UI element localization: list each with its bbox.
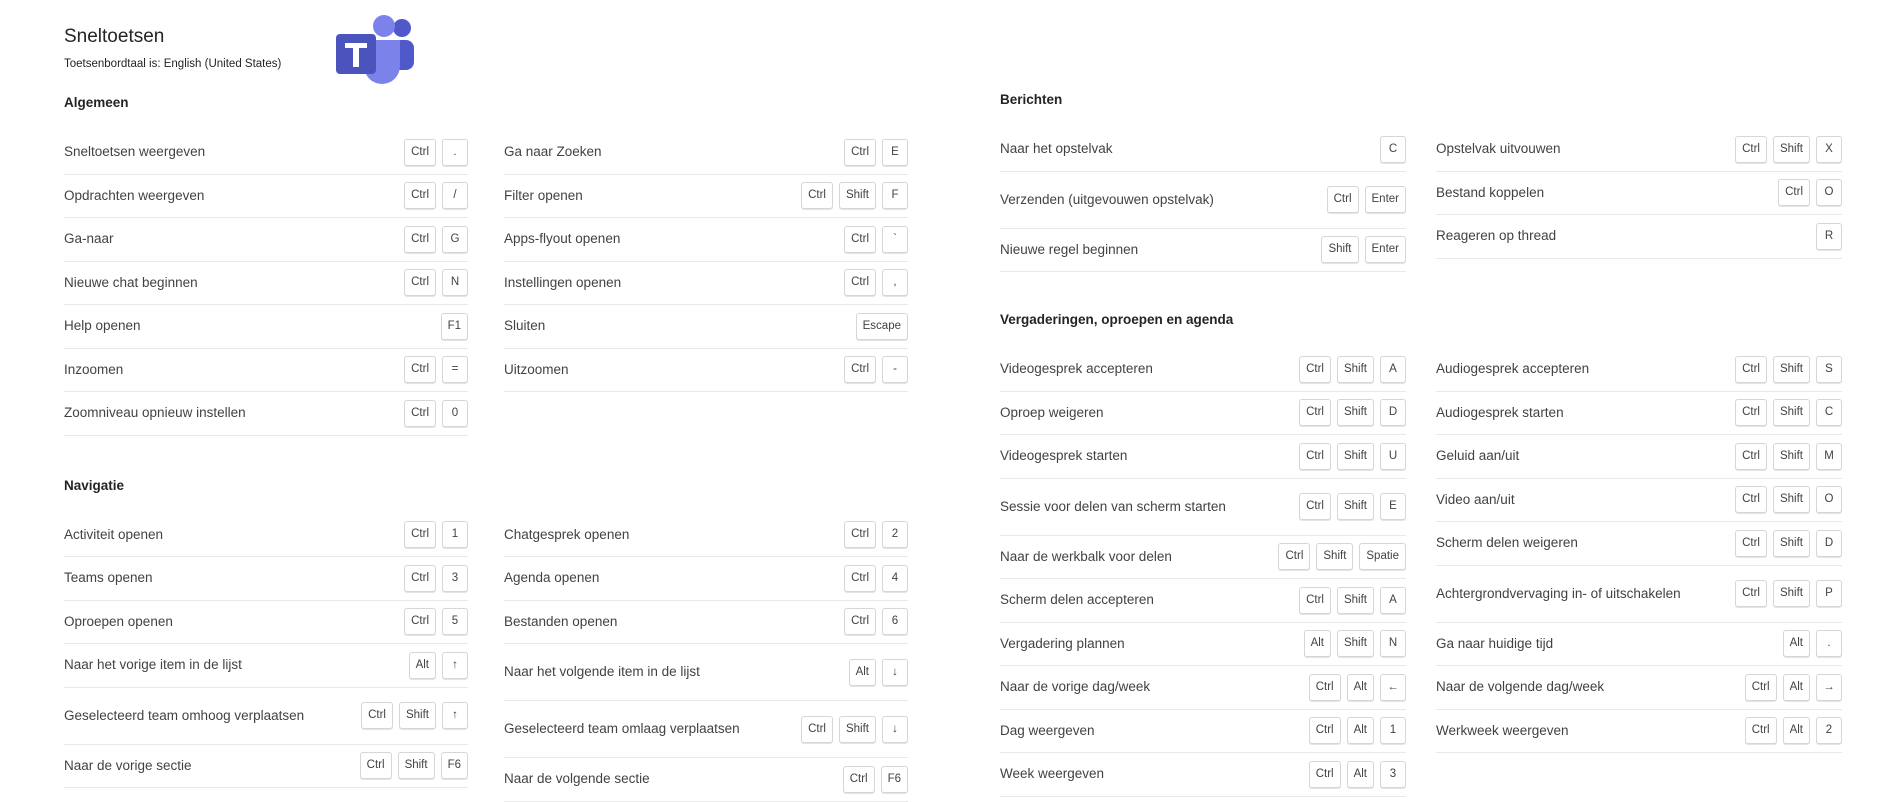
shortcut-row — [1000, 623, 1406, 667]
keycap: - — [882, 356, 908, 383]
shortcut-label: Nieuwe regel beginnen — [1000, 241, 1139, 257]
keycap: 3 — [442, 565, 468, 592]
shortcut-row — [64, 349, 468, 393]
keycap: G — [442, 226, 468, 253]
keycap: Alt — [1783, 717, 1810, 744]
keycap: Ctrl — [404, 400, 436, 427]
keycap: Ctrl — [1778, 179, 1810, 206]
key-combination — [1816, 223, 1842, 250]
shortcut-row — [504, 131, 908, 175]
keycap: 2 — [1816, 717, 1842, 744]
keycap: Ctrl — [1327, 186, 1359, 213]
keycap: Ctrl — [1309, 717, 1341, 744]
shortcut-label: Naar het vorige item in de lijst — [64, 657, 242, 673]
shortcut-label: Week weergeven — [1000, 766, 1105, 782]
keycap: O — [1816, 486, 1842, 513]
key-combination — [1321, 236, 1406, 263]
shortcut-row — [1000, 172, 1406, 229]
keycap: Ctrl — [1299, 443, 1331, 470]
shortcut-row — [504, 701, 908, 758]
key-combination — [404, 139, 468, 166]
keycap: Alt — [849, 659, 876, 686]
section-title-navigatie: Navigatie — [64, 477, 125, 493]
key-combination — [1735, 580, 1842, 607]
keycap: , — [882, 269, 908, 296]
keycap: Shift — [839, 716, 876, 743]
keycap: Alt — [1783, 674, 1810, 701]
shortcut-column — [64, 131, 468, 436]
keycap: Shift — [1773, 356, 1810, 383]
keycap: C — [1380, 136, 1406, 163]
shortcut-row — [1436, 348, 1842, 392]
keycap: Shift — [839, 182, 876, 209]
keycap: / — [442, 182, 468, 209]
shortcut-label: Oproepen openen — [64, 613, 173, 629]
keycap: Alt — [1347, 674, 1374, 701]
keycap: F6 — [881, 766, 908, 793]
keycap: Shift — [1337, 356, 1374, 383]
key-combination — [844, 269, 908, 296]
shortcut-grid-navigatie — [64, 514, 912, 802]
shortcut-row — [1436, 128, 1842, 172]
key-combination — [1735, 486, 1842, 513]
shortcut-row — [504, 514, 908, 558]
key-combination — [1735, 443, 1842, 470]
keycap: O — [1816, 179, 1842, 206]
keycap: Shift — [1773, 399, 1810, 426]
keycap: D — [1816, 530, 1842, 557]
shortcut-column — [1436, 348, 1842, 797]
shortcut-label: Scherm delen accepteren — [1000, 592, 1154, 608]
shortcut-label: Naar de vorige sectie — [64, 757, 192, 773]
shortcut-label: Inzoomen — [64, 361, 124, 377]
shortcut-label: Teams openen — [64, 570, 153, 586]
key-combination — [1309, 717, 1406, 744]
keycap: Ctrl — [404, 356, 436, 383]
keycap: Shift — [1337, 443, 1374, 470]
teams-logo-icon — [334, 14, 416, 86]
keycap: F6 — [441, 752, 468, 779]
key-combination — [844, 226, 908, 253]
shortcut-row — [64, 175, 468, 219]
shortcut-row — [64, 262, 468, 306]
shortcut-label: Dag weergeven — [1000, 722, 1095, 738]
keycap: Ctrl — [844, 521, 876, 548]
shortcut-row — [1436, 392, 1842, 436]
shortcut-label: Naar de volgende sectie — [504, 771, 650, 787]
keycap: C — [1816, 399, 1842, 426]
section-title-berichten: Berichten — [1000, 92, 1063, 107]
shortcut-label: Naar de werkbalk voor delen — [1000, 548, 1172, 564]
keycap: Spatie — [1359, 543, 1406, 570]
key-combination — [1735, 530, 1842, 557]
keycap: Ctrl — [360, 752, 392, 779]
shortcut-label: Bestanden openen — [504, 613, 618, 629]
keycap: Shift — [1337, 587, 1374, 614]
shortcut-row — [504, 218, 908, 262]
keycap: ↓ — [882, 659, 908, 686]
keycap: Ctrl — [1299, 587, 1331, 614]
shortcut-row — [1000, 128, 1406, 172]
shortcut-label: Audiogesprek accepteren — [1436, 361, 1590, 377]
keycap: ` — [882, 226, 908, 253]
keycap: E — [882, 139, 908, 166]
shortcut-label: Videogesprek accepteren — [1000, 361, 1153, 377]
shortcut-row — [1000, 536, 1406, 580]
keycap: Ctrl — [1735, 443, 1767, 470]
keycap: Shift — [1773, 136, 1810, 163]
shortcut-label: Opstelvak uitvouwen — [1436, 141, 1561, 157]
key-combination — [1735, 399, 1842, 426]
key-combination — [849, 659, 908, 686]
keycap: Ctrl — [1735, 136, 1767, 163]
keycap: E — [1380, 493, 1406, 520]
section-title-vergaderingen: Vergaderingen, oproepen en agenda — [1000, 312, 1234, 327]
key-combination — [1745, 717, 1842, 744]
shortcut-label: Scherm delen weigeren — [1436, 535, 1578, 551]
key-combination — [404, 608, 468, 635]
keycap: Ctrl — [1299, 493, 1331, 520]
keycap: Escape — [856, 313, 908, 340]
shortcut-label: Sneltoetsen weergeven — [64, 144, 206, 160]
shortcut-row — [504, 175, 908, 219]
key-combination — [1304, 630, 1406, 657]
keycap: Alt — [1304, 630, 1331, 657]
key-combination — [1309, 761, 1406, 788]
key-combination — [361, 702, 468, 729]
key-combination — [1299, 443, 1406, 470]
shortcut-row — [1000, 753, 1406, 797]
key-combination — [1380, 136, 1406, 163]
keycap: . — [442, 139, 468, 166]
key-combination — [856, 313, 908, 340]
shortcut-label: Audiogesprek starten — [1436, 404, 1564, 420]
shortcut-row — [504, 349, 908, 393]
key-combination — [801, 716, 908, 743]
shortcut-row — [1000, 348, 1406, 392]
page-title: Sneltoetsen — [64, 26, 165, 47]
keycap: → — [1816, 674, 1842, 701]
keycap: Ctrl — [1735, 399, 1767, 426]
keycap: Ctrl — [844, 356, 876, 383]
keycap: Ctrl — [1735, 356, 1767, 383]
shortcut-label: Instellingen openen — [504, 274, 622, 290]
keycap: Ctrl — [844, 269, 876, 296]
keycap: F — [882, 182, 908, 209]
shortcut-row — [504, 305, 908, 349]
keycap: D — [1380, 399, 1406, 426]
keycap: ↑ — [442, 702, 468, 729]
shortcut-row — [504, 758, 908, 802]
shortcut-label: Apps-flyout openen — [504, 231, 621, 247]
shortcut-row — [504, 601, 908, 645]
shortcut-label: Chatgesprek openen — [504, 526, 630, 542]
shortcut-row — [504, 644, 908, 701]
shortcut-row — [64, 745, 468, 789]
key-combination — [1745, 674, 1842, 701]
shortcut-row — [64, 218, 468, 262]
keycap: Shift — [1337, 493, 1374, 520]
keycap: Shift — [1773, 486, 1810, 513]
keycap: Shift — [1337, 399, 1374, 426]
shortcut-row — [1000, 435, 1406, 479]
keycap: 4 — [882, 565, 908, 592]
shortcut-column — [1000, 128, 1406, 272]
key-combination — [404, 182, 468, 209]
shortcut-row — [1436, 566, 1842, 623]
keycap: ↓ — [882, 716, 908, 743]
section-title-algemeen: Algemeen — [64, 95, 129, 110]
key-combination — [404, 226, 468, 253]
key-combination — [801, 182, 908, 209]
shortcut-row — [1000, 579, 1406, 623]
key-combination — [404, 356, 468, 383]
shortcut-label: Ga-naar — [64, 231, 114, 247]
keycap: 5 — [442, 608, 468, 635]
shortcut-label: Zoomniveau opnieuw instellen — [64, 405, 246, 421]
shortcut-label: Achtergrondvervaging in- of uitschakelen — [1436, 585, 1681, 601]
key-combination — [844, 565, 908, 592]
shortcut-grid-berichten — [1000, 128, 1850, 272]
keycap: Ctrl — [801, 716, 833, 743]
keycap: Shift — [1773, 580, 1810, 607]
keycap: ↑ — [442, 652, 468, 679]
key-combination — [404, 400, 468, 427]
shortcut-row — [64, 644, 468, 688]
keycap: Shift — [1773, 443, 1810, 470]
keycap: Shift — [1316, 543, 1353, 570]
shortcut-row — [1436, 623, 1842, 667]
keycap: Ctrl — [844, 139, 876, 166]
keycap: Ctrl — [1735, 580, 1767, 607]
keycap: A — [1380, 587, 1406, 614]
keycap: Ctrl — [1745, 674, 1777, 701]
left-panel — [64, 93, 912, 802]
keycap: R — [1816, 223, 1842, 250]
keyboard-language-label: Toetsenbordtaal is: English (United States) — [64, 58, 282, 70]
keycap: Ctrl — [404, 226, 436, 253]
keycap: 1 — [1380, 717, 1406, 744]
keycap: Ctrl — [1735, 486, 1767, 513]
shortcut-label: Geselecteerd team omhoog verplaatsen — [64, 707, 305, 723]
keycap: Shift — [1337, 630, 1374, 657]
keycap: Ctrl — [1735, 530, 1767, 557]
shortcut-row — [64, 557, 468, 601]
shortcut-label: Vergadering plannen — [1000, 635, 1125, 651]
shortcut-row — [64, 305, 468, 349]
keycap: N — [442, 269, 468, 296]
keycap: Ctrl — [844, 226, 876, 253]
keycap: Ctrl — [801, 182, 833, 209]
shortcut-label: Uitzoomen — [504, 361, 569, 377]
keycap: Ctrl — [1278, 543, 1310, 570]
key-combination — [1735, 356, 1842, 383]
shortcut-row — [64, 688, 468, 745]
shortcut-row — [1000, 666, 1406, 710]
keycap: Ctrl — [844, 565, 876, 592]
key-combination — [1299, 356, 1406, 383]
keycap: ← — [1380, 674, 1406, 701]
shortcut-row — [64, 514, 468, 558]
keycap: 1 — [442, 521, 468, 548]
shortcut-row — [1436, 215, 1842, 259]
shortcut-column — [504, 131, 908, 436]
keycap: 3 — [1380, 761, 1406, 788]
keycap: Shift — [399, 702, 436, 729]
key-combination — [1309, 674, 1406, 701]
key-combination — [1299, 587, 1406, 614]
keycap: Ctrl — [361, 702, 393, 729]
key-combination — [404, 521, 468, 548]
key-combination — [409, 652, 468, 679]
key-combination — [1783, 630, 1842, 657]
shortcut-label: Agenda openen — [504, 570, 600, 586]
keycap: Alt — [1783, 630, 1810, 657]
shortcut-label: Verzenden (uitgevouwen opstelvak) — [1000, 191, 1214, 207]
key-combination — [404, 565, 468, 592]
shortcut-label: Nieuwe chat beginnen — [64, 274, 198, 290]
keycap: Ctrl — [404, 608, 436, 635]
shortcut-row — [1000, 479, 1406, 536]
dialog-header — [64, 24, 281, 71]
keycap: Ctrl — [1309, 674, 1341, 701]
key-combination — [1735, 136, 1842, 163]
keycap: M — [1816, 443, 1842, 470]
keycap: Ctrl — [1299, 399, 1331, 426]
keycap: Ctrl — [404, 139, 436, 166]
keycap: 6 — [882, 608, 908, 635]
shortcut-label: Sessie voor delen van scherm starten — [1000, 498, 1226, 514]
shortcut-row — [1000, 392, 1406, 436]
shortcut-label: Werkweek weergeven — [1436, 722, 1569, 738]
keycap: = — [442, 356, 468, 383]
keycap: Shift — [1321, 236, 1358, 263]
keycap: Ctrl — [404, 521, 436, 548]
shortcut-column — [64, 514, 468, 802]
key-combination — [1327, 186, 1406, 213]
shortcut-grid-algemeen — [64, 131, 912, 436]
shortcut-row — [1436, 710, 1842, 754]
key-combination — [1299, 399, 1406, 426]
shortcut-label: Activiteit openen — [64, 526, 164, 542]
keycap: Shift — [1773, 530, 1810, 557]
key-combination — [441, 313, 468, 340]
shortcut-column — [1000, 348, 1406, 797]
keycap: Alt — [409, 652, 436, 679]
shortcut-label: Sluiten — [504, 318, 546, 334]
keycap: 2 — [882, 521, 908, 548]
keycap: Ctrl — [404, 565, 436, 592]
shortcut-row — [1436, 666, 1842, 710]
shortcut-row — [1436, 435, 1842, 479]
key-combination — [360, 752, 468, 779]
shortcut-row — [64, 601, 468, 645]
shortcut-label: Bestand koppelen — [1436, 184, 1545, 200]
shortcut-row — [1000, 710, 1406, 754]
key-combination — [1778, 179, 1842, 206]
keycap: Enter — [1365, 186, 1407, 213]
shortcut-label: Geselecteerd team omlaag verplaatsen — [504, 721, 740, 736]
keycap: U — [1380, 443, 1406, 470]
shortcut-row — [504, 262, 908, 306]
shortcut-label: Ga naar huidige tijd — [1436, 635, 1554, 651]
keycap: Ctrl — [404, 182, 436, 209]
shortcut-label: Geluid aan/uit — [1436, 448, 1520, 464]
keycap: Ctrl — [1745, 717, 1777, 744]
key-combination — [1278, 543, 1406, 570]
keycap: Ctrl — [1299, 356, 1331, 383]
keycap: Shift — [398, 752, 435, 779]
key-combination — [404, 269, 468, 296]
shortcut-label: Naar het opstelvak — [1000, 141, 1113, 157]
key-combination — [844, 139, 908, 166]
shortcut-label: Naar de volgende dag/week — [1436, 679, 1605, 695]
shortcut-label: Oproep weigeren — [1000, 404, 1104, 420]
shortcut-label: Reageren op thread — [1436, 228, 1557, 244]
keycap: Enter — [1365, 236, 1407, 263]
keycap: A — [1380, 356, 1406, 383]
keycap: X — [1816, 136, 1842, 163]
shortcut-label: Ga naar Zoeken — [504, 144, 602, 160]
keycap: N — [1380, 630, 1406, 657]
shortcut-label: Video aan/uit — [1436, 491, 1515, 507]
key-combination — [844, 521, 908, 548]
shortcut-label: Naar de vorige dag/week — [1000, 679, 1151, 695]
right-panel — [1000, 90, 1850, 797]
key-combination — [1299, 493, 1406, 520]
shortcut-label: Filter openen — [504, 187, 583, 203]
shortcut-row — [64, 392, 468, 436]
keycap: Alt — [1347, 761, 1374, 788]
shortcut-row — [1436, 522, 1842, 566]
keycap: Ctrl — [404, 269, 436, 296]
shortcut-label: Help openen — [64, 318, 141, 334]
shortcut-row — [1436, 479, 1842, 523]
shortcut-row — [504, 557, 908, 601]
keycap: Ctrl — [844, 608, 876, 635]
keycap: Ctrl — [1309, 761, 1341, 788]
keycap: 0 — [442, 400, 468, 427]
shortcut-label: Opdrachten weergeven — [64, 187, 205, 203]
key-combination — [844, 356, 908, 383]
shortcut-row — [64, 131, 468, 175]
shortcut-label: Videogesprek starten — [1000, 448, 1128, 464]
keycap: Ctrl — [843, 766, 875, 793]
key-combination — [843, 766, 908, 793]
keycap: F1 — [441, 313, 468, 340]
shortcut-column — [1436, 128, 1842, 272]
shortcut-label: Naar het volgende item in de lijst — [504, 664, 700, 679]
key-combination — [844, 608, 908, 635]
shortcut-row — [1000, 229, 1406, 273]
keycap: Alt — [1347, 717, 1374, 744]
keycap: P — [1816, 580, 1842, 607]
keycap: . — [1816, 630, 1842, 657]
shortcut-grid-vergaderingen — [1000, 348, 1850, 797]
shortcut-column — [504, 514, 908, 802]
shortcut-row — [1436, 172, 1842, 216]
keycap: S — [1816, 356, 1842, 383]
